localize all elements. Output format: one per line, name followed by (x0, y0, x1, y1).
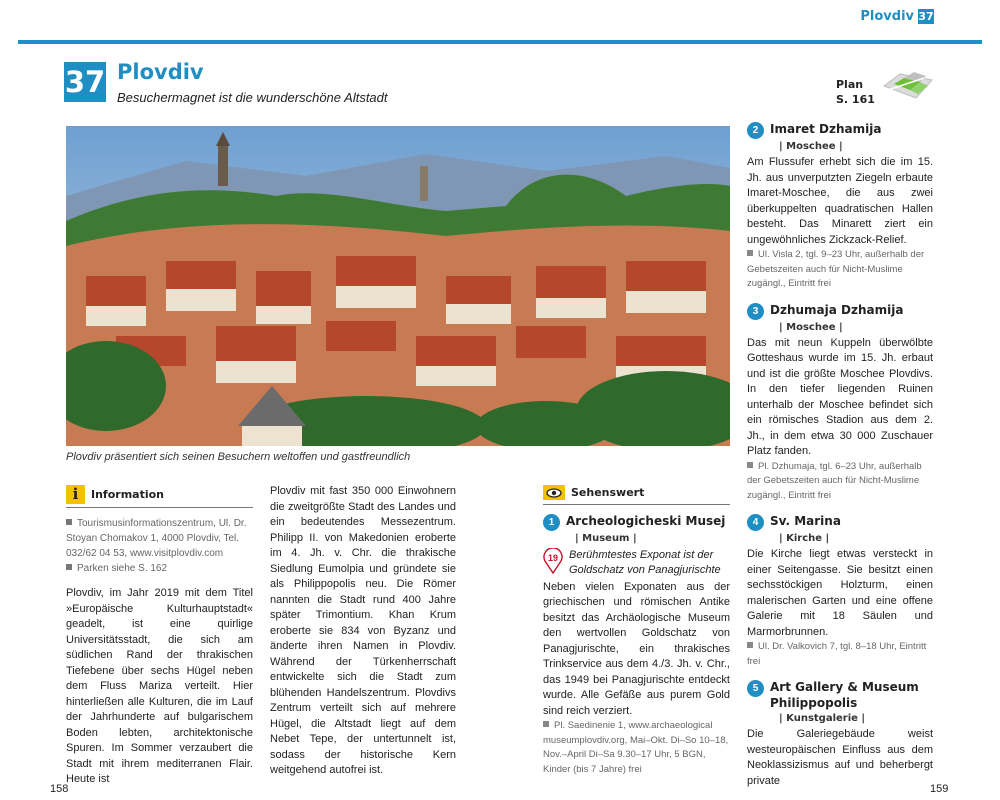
information-column (66, 485, 253, 788)
chapter-number-badge: 37 (64, 62, 106, 102)
sight-3-heading[interactable] (747, 302, 933, 320)
intro-paragraph: Plovdiv, im Jahr 2019 mit dem Titel »Europäische Kulturhauptstadt« geadelt, ist eine quirlige Universitätsstadt, die sich am südlichen Rand der thrakischen Tiefebene über sechs Hügel neben dem Fluss Mariza verteilt. Hier hinterließen alle Kulturen, die im Lauf der Jahrhunderte auf bulgarischem Boden lebten, architektonische Spuren. Im Sommer verzaubert die Stadt mit ihrem mediterranen Flair. Heute ist (66, 587, 253, 785)
history-column (270, 484, 456, 779)
sight-1-fact (543, 719, 730, 777)
parking-fact (66, 561, 253, 576)
sight-1-type: | Museum | (575, 532, 637, 544)
bullet-square-icon (543, 721, 549, 727)
bullet-square-icon (747, 642, 753, 648)
photo-caption: Plovdiv präsentiert sich seinen Besuchern weltoffen und gastfreundlich (66, 451, 411, 463)
sight-5-type: | Kunstgalerie | (779, 713, 866, 724)
page-title: Plovdiv (117, 60, 204, 84)
sight-3-fact-text: Pl. Dzhumaja, tgl. 6–23 Uhr, außerhalb der Gebetszeiten auch für Nicht-Muslime zugängl., Eintritt frei (747, 460, 922, 501)
sight-3-fact (747, 460, 933, 504)
sight-3-type: | Moschee | (779, 321, 843, 333)
sight-2-number: 2 (747, 122, 764, 139)
plan-label: Plan (836, 78, 864, 91)
page-number-right: 159 (930, 783, 949, 795)
sight-4-name: Sv. Marina (770, 514, 841, 528)
map-icon (880, 64, 934, 104)
bullet-square-icon (747, 462, 753, 468)
plan-page: S. 161 (836, 93, 875, 106)
recommendation-pin-icon (543, 548, 563, 574)
sight-4-heading[interactable] (747, 513, 933, 531)
sight-5-text: Die Galeriegebäude weist westeuropäischen Einfluss aus dem Neoklassizismus auf und beherbergt private (747, 728, 933, 787)
page-subtitle: Besuchermagnet ist die wunderschöne Altstadt (117, 90, 388, 105)
sight-5-name: Art Gallery & Museum Philippopolis (770, 680, 919, 710)
sights-label: Sehenswert (571, 486, 645, 499)
sight-1-number: 1 (543, 514, 560, 531)
information-heading (66, 485, 253, 508)
bullet-square-icon (747, 250, 753, 256)
sight-1-heading[interactable] (543, 513, 730, 531)
running-head (860, 9, 934, 24)
parking-text: Parken siehe S. 162 (77, 563, 168, 574)
sight-4-number: 4 (747, 514, 764, 531)
running-head-title: Plovdiv (860, 9, 914, 24)
running-head-number: 37 (918, 10, 934, 23)
sight-3-text: Das mit neun Kuppeln überwölbte Gotteshaus wurde im 15. Jh. erbaut und ist die größte Moschee Plovdivs. In den tiefer liegenden Ruinen unterhalb der Moschee befindet sich ein römisches Stadion aus dem 2. Jh., in dem etwa 30 000 Zuschauer Platz fanden. (747, 336, 933, 457)
sight-2-text: Am Flussufer erhebt sich die im 15. Jh. aus unverputzten Ziegeln erbaute Imaret-Moschee, die aus zwei überkuppelten quadratischen Hallen besteht. Das Minarett ziert ein ungewöhnliches Zickzack-Relief. (747, 156, 933, 246)
sight-3-number: 3 (747, 303, 764, 320)
sight-4-type: | Kirche | (779, 533, 830, 544)
sight-2-fact-text: Ul. Visla 2, tgl. 9–23 Uhr, außerhalb der Gebetszeiten auch für Nicht-Muslime zugängl., Eintritt frei (747, 249, 925, 289)
sight-1-fact-text: Pl. Saedinenie 1, www.archaeological museumplovdiv.org, Mai–Okt. Di–So 10–18, Nov.–April Di–Sa 9.30–17 Uhr, 5 BGN, Kinder (bis 7 Jahre) frei (543, 720, 729, 775)
info-icon: i (66, 485, 85, 504)
sight-4-fact-text: Ul. Dr. Valkovich 7, tgl. 8–18 Uhr, Eintritt frei (747, 641, 927, 667)
information-label: Information (91, 487, 164, 501)
plovdiv-photo (66, 126, 730, 446)
page-number-left: 158 (50, 783, 69, 795)
sight-2-heading[interactable] (747, 121, 933, 139)
recommendation-number: 19 (547, 552, 559, 563)
sight-1-text: Neben vielen Exponaten aus der griechischen und römischen Antike besitzt das Archäologische Museum den wertvollen Goldschatz von Panagjurischte, ein thrakisches Trinkservice aus dem 4./3. Jh. v. Chr., das 1949 bei Panagjurischte entdeckt wurde. Alle Gefäße aus purem Gold sind reich verziert. (543, 580, 730, 717)
tourist-info-fact (66, 516, 253, 561)
sight-2-fact (747, 248, 933, 292)
sight-4-text: Die Kirche liegt etwas versteckt in einer Seitengasse. Sie besitzt einen sechsstöckigen Holzturm, einen malerischen Garten und eine offene Galerie mit 18 Säulen und Marmorbrunnen. (747, 548, 933, 638)
sight-4-fact (747, 640, 933, 669)
sights-column (543, 485, 730, 777)
sights-column-right (747, 121, 933, 789)
tourist-info-text: Tourismusinformationszentrum, Ul. Dr. Stoyan Chomakov 1, 4000 Plovdiv, Tel. 032/62 04 53, www.visitplovdiv.com (66, 518, 247, 559)
bullet-square-icon (66, 564, 72, 570)
sight-3-name: Dzhumaja Dzhamija (770, 302, 904, 317)
eye-icon (543, 485, 565, 500)
sight-2-name: Imaret Dzhamija (770, 122, 882, 136)
plan-reference[interactable] (836, 77, 875, 107)
recommendation (543, 548, 730, 578)
sight-5-heading[interactable] (747, 679, 933, 711)
history-paragraph: Plovdiv mit fast 350 000 Einwohnern die zweitgrößte Stadt des Landes und ein bedeutendes Messezentrum. Philipp II. von Makedonien eroberte im 4. Jh. v. Chr. die thrakische Siedlung Eumolpia und gründete sie als Philippopolis neu. Die Römer nannten die Stadt rund 400 Jahre später Trimontium. Khan Krum eroberte sie 834 von Byzanz und änderte ihren Namen in Plovdiv. Während der Türkenherrschaft entwickelte sich die Stadt zum blühenden Handelszentrum. Plovdivs Zentrum verteilt sich auf mehrere Hügel, die Altstadt liegt auf dem Nebet Tepe, der untertunnelt ist, sodass der historische Kern weitgehend autofrei ist. (270, 485, 456, 776)
sight-1-highlight: Berühmtestes Exponat ist der Goldschatz von Panagjurischte (569, 548, 721, 576)
sight-1-name: Archeologicheski Musej (566, 513, 726, 528)
top-rule (18, 40, 982, 44)
sights-heading (543, 485, 730, 505)
sight-5-number: 5 (747, 680, 764, 697)
sight-2-type: | Moschee | (779, 141, 843, 152)
bullet-square-icon (66, 519, 72, 525)
